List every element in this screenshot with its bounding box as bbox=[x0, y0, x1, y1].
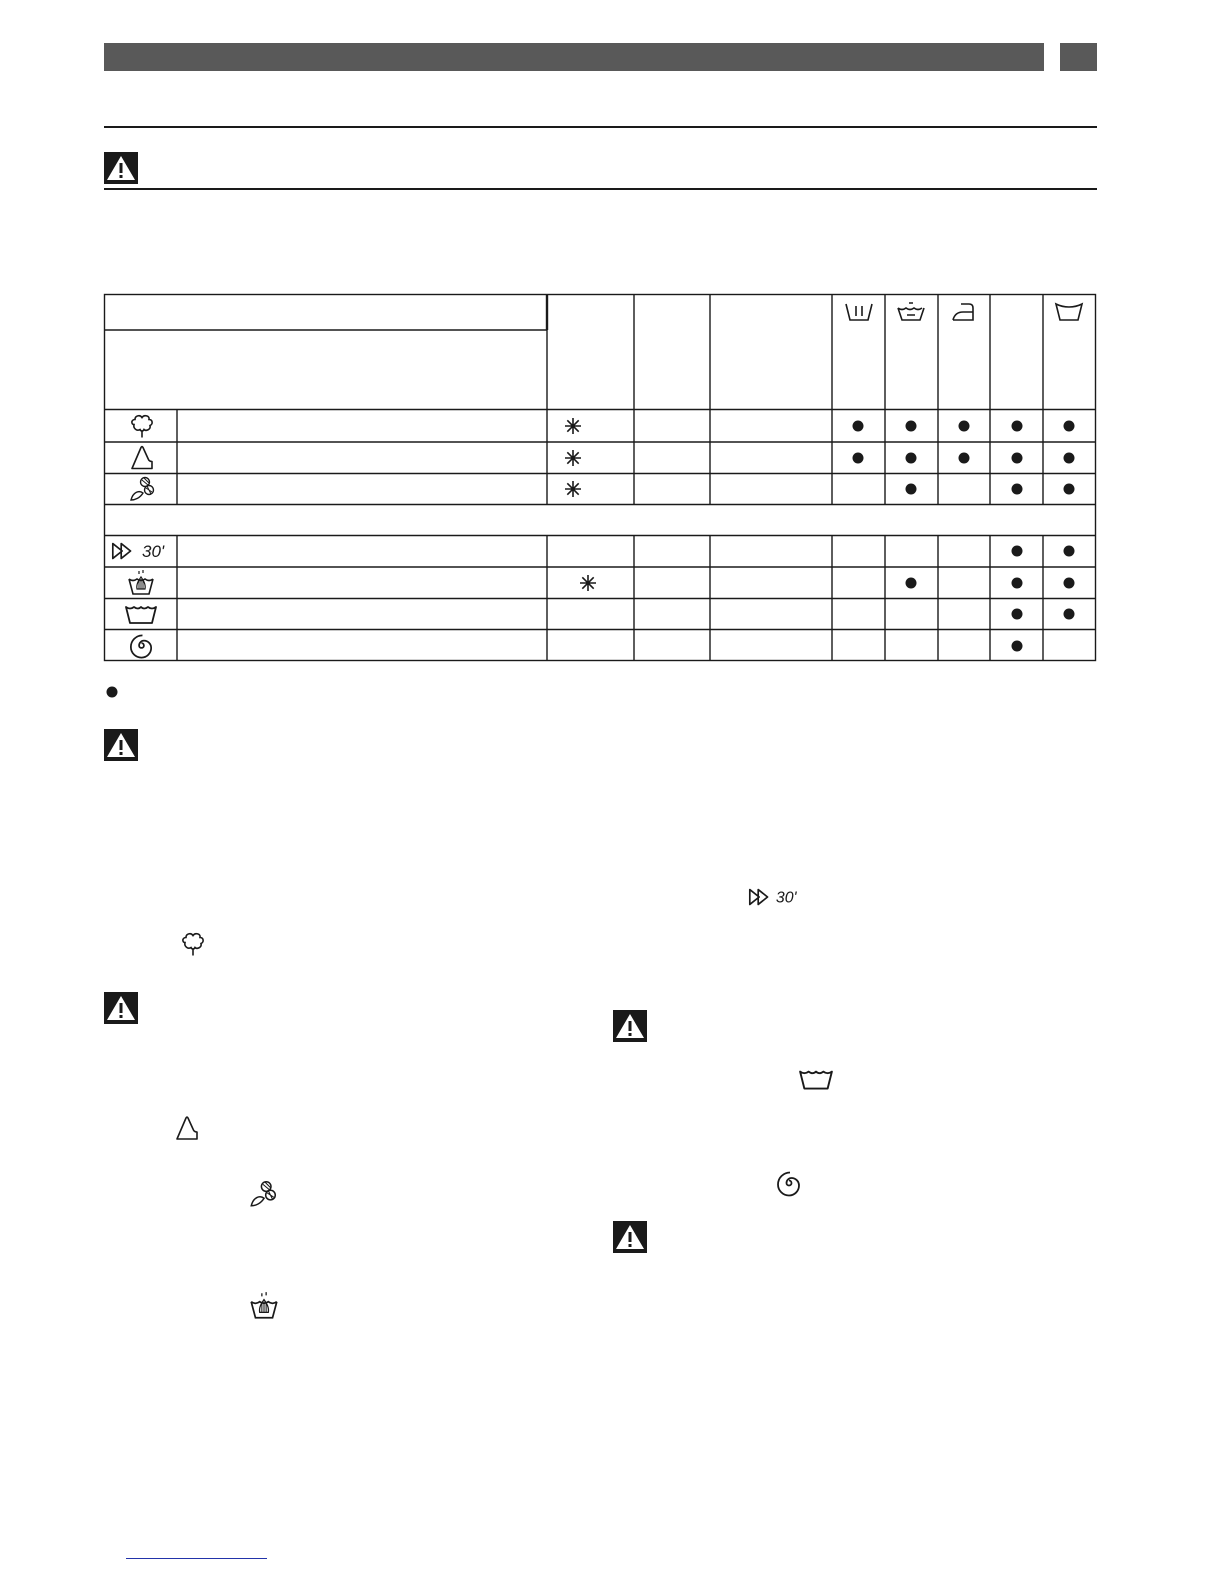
availability-dot bbox=[1012, 546, 1023, 557]
spin-icon bbox=[131, 635, 151, 657]
availability-dot bbox=[906, 484, 917, 495]
quick-30-label: 30' bbox=[142, 542, 165, 561]
synthetics-icon bbox=[132, 447, 152, 469]
warning-icon bbox=[104, 729, 138, 761]
cotton-icon bbox=[178, 928, 208, 959]
stain-icon bbox=[898, 303, 924, 320]
cotton-icon bbox=[132, 416, 152, 438]
spin-icon bbox=[774, 1168, 804, 1198]
extra-rinse-icon bbox=[1056, 304, 1082, 320]
quick-30-label: 30' bbox=[775, 889, 797, 907]
availability-dot bbox=[1064, 484, 1075, 495]
spin-star-icon bbox=[565, 481, 581, 497]
quick-30-icon bbox=[745, 883, 805, 911]
spin-star-icon bbox=[580, 575, 596, 591]
handwash-icon bbox=[129, 570, 153, 594]
warning-icon bbox=[104, 992, 138, 1024]
availability-dot bbox=[1064, 578, 1075, 589]
programme-table bbox=[0, 0, 1224, 700]
availability-dot bbox=[906, 453, 917, 464]
wool-icon bbox=[131, 478, 154, 501]
availability-dot bbox=[1012, 453, 1023, 464]
availability-dot bbox=[1012, 609, 1023, 620]
wool-icon bbox=[247, 1178, 279, 1210]
spin-star-icon bbox=[565, 418, 581, 434]
availability-dot bbox=[1012, 421, 1023, 432]
availability-dot bbox=[959, 453, 970, 464]
warning-icon bbox=[613, 1221, 647, 1253]
quick-30-icon bbox=[113, 544, 131, 559]
synthetics-icon bbox=[172, 1113, 202, 1143]
rinse-icon bbox=[798, 1066, 834, 1092]
availability-dot bbox=[1064, 453, 1075, 464]
prewash-icon bbox=[846, 304, 872, 320]
iron-icon bbox=[953, 304, 973, 320]
availability-dot bbox=[1012, 484, 1023, 495]
warning-icon bbox=[613, 1010, 647, 1042]
availability-dot bbox=[1064, 609, 1075, 620]
availability-dot bbox=[1064, 421, 1075, 432]
footer-link-underline[interactable] bbox=[126, 1558, 267, 1559]
rinse-icon bbox=[126, 607, 156, 623]
availability-dot bbox=[853, 453, 864, 464]
handwash-icon bbox=[248, 1290, 280, 1322]
availability-dot bbox=[853, 421, 864, 432]
availability-dot bbox=[906, 578, 917, 589]
spin-star-icon bbox=[565, 450, 581, 466]
legend-dot bbox=[104, 684, 120, 700]
availability-dot bbox=[959, 421, 970, 432]
availability-dot bbox=[1064, 546, 1075, 557]
availability-dot bbox=[1012, 641, 1023, 652]
availability-dot bbox=[1012, 578, 1023, 589]
availability-dot bbox=[906, 421, 917, 432]
